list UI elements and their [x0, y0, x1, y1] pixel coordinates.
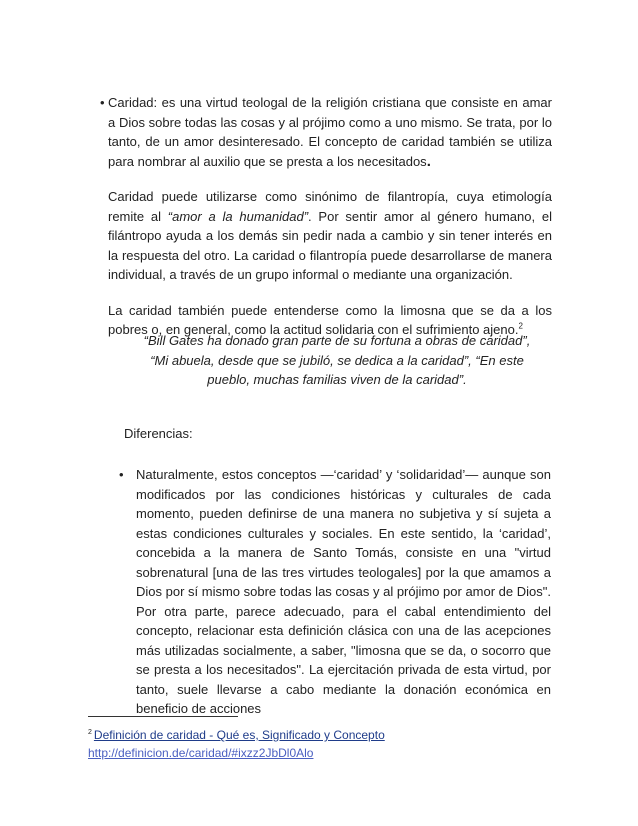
bullet-diferencias: [119, 465, 551, 719]
example-quote: “Bill Gates ha donado gran parte de su fortuna a obras de caridad”, “Mi abuela, desde que se jubiló, se dedica a la caridad”, “En este pueblo, muchas familias viven de la caridad”.: [143, 333, 531, 387]
bullet-marker: •: [100, 95, 105, 110]
footnote-url-link[interactable]: http://definicion.de/caridad/#ixzz2JbDl0Alo: [88, 746, 314, 760]
filantropia-italic: “amor a la humanidad”: [167, 208, 309, 224]
footnote-number: 2: [88, 729, 92, 736]
caridad-definicion-text: Caridad: es una virtud teologal de la religión cristiana que consiste en amar a Dios sobre todas las cosas y al prójimo como a uno mismo. Se trata, por lo tanto, de un amor desinteresado. El concepto de caridad también se utiliza para nombrar al auxilio que se presta a los necesitados: [108, 95, 552, 169]
footnote-separator: [88, 716, 238, 717]
footnote-title-link[interactable]: Definición de caridad - Qué es, Significado y Concepto: [93, 728, 385, 742]
diferencias-heading: Diferencias:: [124, 426, 193, 441]
caridad-definicion-end: .: [426, 152, 431, 170]
paragraph-filantropia: [108, 187, 552, 285]
paragraph-caridad-definicion: [108, 93, 552, 171]
paragraph-diferencias: Naturalmente, estos conceptos —‘caridad’ y ‘solidaridad’— aunque son modificados por las condiciones históricas y culturales de cada momento, pueden definirse de una manera no subjetiva y sí sujeta a estas condiciones culturales y sociales. En este sentido, la ‘caridad’, concebida a la manera de Santo Tomás, consiste en una "virtud sobrenatural [una de las tres virtudes teologales] por la que amamos a Dios por sí mismo sobre todas las cosas y al prójimo por amor de Dios". Por otra parte, parece adecuado, para el cabal entendimiento del concepto, relacionar esta definición clásica con una de las acepciones más utilizadas socialmente, a saber, "limosna que se da, o socorro que se presta a los necesitados". La ejercitación privada de esta virtud, por tanto, suele llevarse a cabo mediante la donación económica en beneficio de acciones: [136, 467, 551, 716]
filantropia-text-b: . Por sentir amor al género humano, el filántropo ayuda a los demás sin pedir nada a cambio y sin tener interés en la respuesta del otro. La caridad o filantropía puede desarrollarse de manera individual, a través de un grupo informal o mediante una organización.: [108, 208, 552, 282]
filantropia-text-a: Caridad puede utilizarse como sinónimo de filantropía, cuya etimología remite al: [108, 189, 552, 224]
footnote-reference[interactable]: 2: [518, 321, 523, 331]
bullet-marker: •: [119, 467, 124, 482]
limosna-text: La caridad también puede entenderse como la limosna que se da a los pobres o, en general, como la actitud solidaria con el sufrimiento ajeno.: [108, 302, 552, 337]
footnote: [88, 724, 468, 762]
bullet-caridad: [100, 93, 552, 340]
